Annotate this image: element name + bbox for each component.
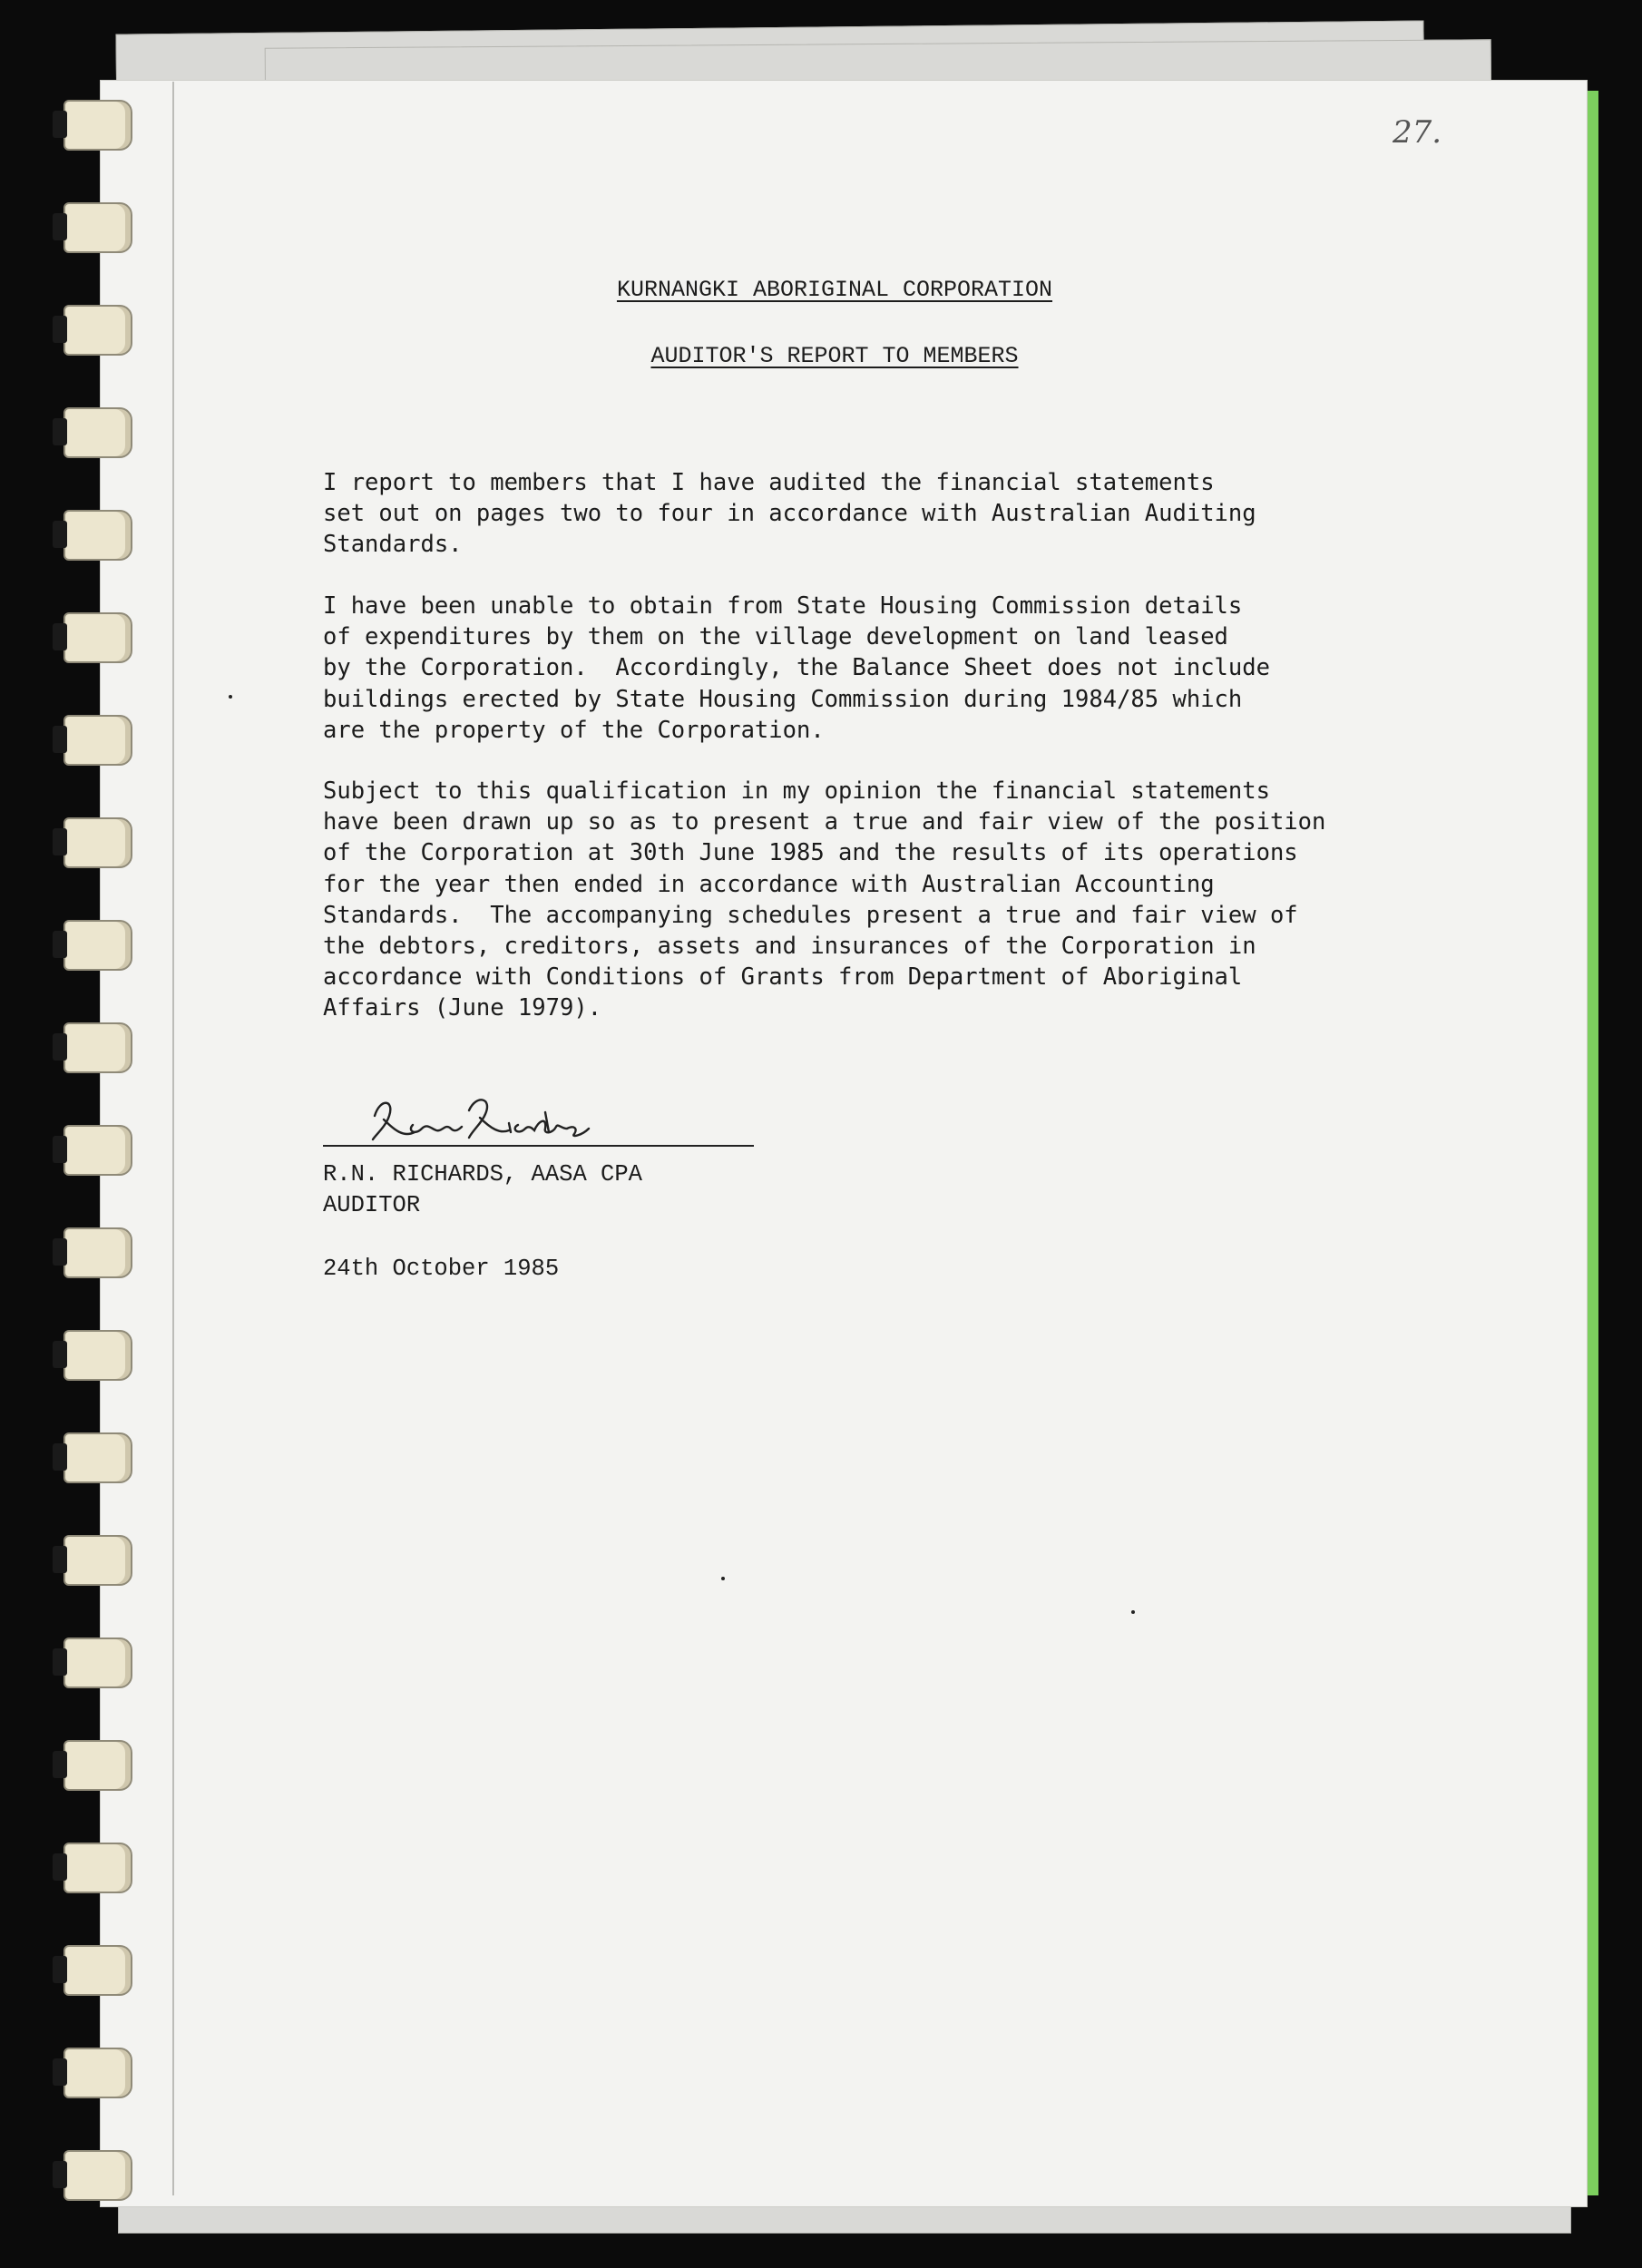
binding-ring bbox=[64, 817, 132, 868]
paper-speck bbox=[721, 1577, 725, 1580]
organization-heading: KURNANGKI ABORIGINAL CORPORATION bbox=[616, 277, 1053, 303]
page-number: 27. bbox=[1393, 114, 1442, 151]
binding-ring bbox=[64, 407, 132, 458]
binding-ring bbox=[64, 1125, 132, 1176]
binding-ring bbox=[64, 1637, 132, 1688]
binding-ring bbox=[64, 1843, 132, 1893]
binding-ring bbox=[64, 202, 132, 253]
paragraph-opinion: Subject to this qualification in my opinion the financial statements have been drawn up so as to present a true and fair view of the position of the Corporation at 30th June 1985 and the results of its operations for the year then ended in accordance with Australian Accounting Standards. The accompanying schedules present a true and fair view of the debtors, creditors, assets and insurances of the Corporation in accordance with Conditions of Grants from Department of Aboriginal Affairs (June 1979). bbox=[323, 777, 1326, 1022]
binding-ring bbox=[64, 100, 132, 151]
binding-ring bbox=[64, 510, 132, 561]
binding-ring bbox=[64, 1535, 132, 1586]
paragraph-audit-scope: I report to members that I have audited the financial statements set out on pages two to four in accordance with Australian Auditing Standards. bbox=[323, 469, 1256, 559]
binding-ring bbox=[64, 715, 132, 766]
signatory-title: AUDITOR bbox=[323, 1192, 421, 1218]
signature-line bbox=[323, 1145, 754, 1147]
signatory-name: R.N. RICHARDS, AASA CPA bbox=[323, 1161, 642, 1188]
binding-margin-line bbox=[172, 82, 174, 2195]
binding-ring bbox=[64, 305, 132, 356]
document-page bbox=[100, 80, 1588, 2207]
paper-speck bbox=[229, 695, 232, 699]
handwritten-signature bbox=[367, 1089, 603, 1152]
binding-ring bbox=[64, 1945, 132, 1996]
binding-ring bbox=[64, 1022, 132, 1073]
binding-ring bbox=[64, 1432, 132, 1483]
paragraph-limitation: I have been unable to obtain from State Housing Commission details of expenditures by them on the village development on land leased by the Corporation. Accordingly, the Balance Sheet does not include buildings erected by State Housing Commission during 1984/85 which are the property of the Corporation. bbox=[323, 592, 1270, 744]
binding-ring bbox=[64, 1227, 132, 1278]
binding-ring bbox=[64, 1330, 132, 1381]
binding-ring bbox=[64, 2150, 132, 2201]
binding-ring bbox=[64, 920, 132, 971]
report-date: 24th October 1985 bbox=[323, 1256, 560, 1282]
report-heading: AUDITOR'S REPORT TO MEMBERS bbox=[650, 343, 1019, 369]
paper-speck bbox=[1131, 1610, 1135, 1614]
binding-ring bbox=[64, 612, 132, 663]
binding-ring bbox=[64, 2048, 132, 2098]
binding-ring bbox=[64, 1740, 132, 1791]
comb-binding bbox=[64, 82, 172, 2204]
